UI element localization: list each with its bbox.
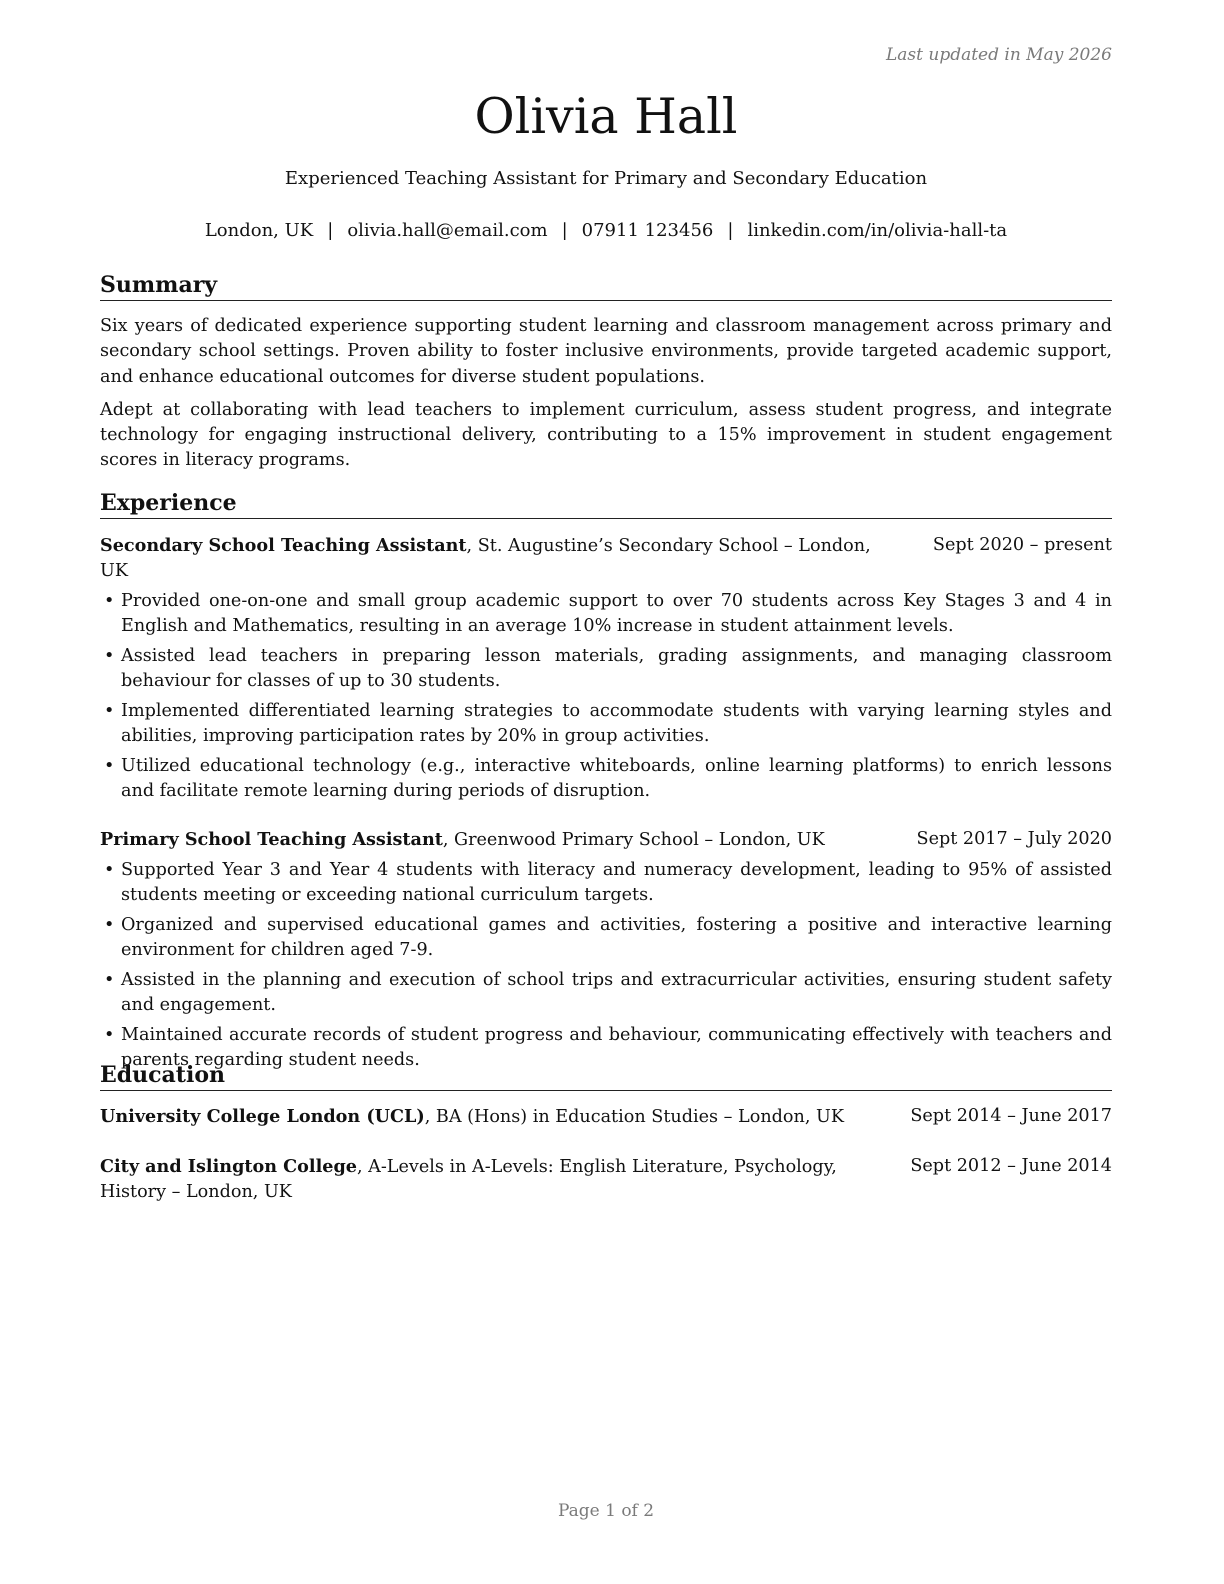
resume-page bbox=[100, 0, 1112, 1584]
education-dates: Sept 2014 – June 2017 bbox=[910, 1106, 1112, 1126]
section-title-experience: Experience bbox=[100, 488, 1112, 519]
job-header bbox=[100, 827, 1112, 853]
experience-section bbox=[100, 488, 1112, 1073]
list-item bbox=[100, 754, 1112, 804]
bullet-glyph: • bbox=[104, 756, 115, 776]
bullet-glyph: • bbox=[104, 646, 115, 666]
education-dates: Sept 2012 – June 2014 bbox=[910, 1156, 1112, 1176]
bullet-text: Utilized educational technology (e.g., interactive whiteboards, online learning platforms) to enrich lessons and facilitate remote learning during periods of disruption. bbox=[121, 756, 1112, 801]
list-item bbox=[100, 644, 1112, 694]
education-title-line bbox=[100, 1154, 880, 1205]
bullet-text: Assisted in the planning and execution of school trips and extracurricular activities, ensuring student safety and engagement. bbox=[121, 970, 1112, 1015]
job-title-line bbox=[100, 533, 903, 584]
bullet-glyph: • bbox=[104, 915, 115, 935]
tagline: Experienced Teaching Assistant for Primary and Secondary Education bbox=[284, 168, 928, 189]
contact-location: London, UK bbox=[204, 220, 314, 241]
bullet-text: Maintained accurate records of student progress and behaviour, communicating effectively with teachers and parents regarding student needs. bbox=[121, 1025, 1112, 1070]
list-item bbox=[100, 858, 1112, 908]
section-title-summary: Summary bbox=[100, 270, 1112, 301]
education-section bbox=[100, 1060, 1112, 1205]
bullet-glyph: • bbox=[104, 970, 115, 990]
education-entry bbox=[100, 1104, 1112, 1130]
bullet-glyph: • bbox=[104, 701, 115, 721]
job-header bbox=[100, 533, 1112, 584]
job-role: Primary School Teaching Assistant bbox=[100, 829, 443, 850]
list-item bbox=[100, 968, 1112, 1018]
job-entry bbox=[100, 533, 1112, 804]
job-bullets bbox=[100, 858, 1112, 1073]
job-dates: Sept 2020 – present bbox=[932, 535, 1112, 555]
bullet-text: Organized and supervised educational games and activities, fostering a positive and interactive learning environment for children aged 7-9. bbox=[121, 915, 1112, 960]
education-school: City and Islington College bbox=[100, 1156, 357, 1177]
last-updated: Last updated in May 2026 bbox=[885, 45, 1112, 65]
contact-separator: | bbox=[561, 220, 568, 241]
education-entry bbox=[100, 1154, 1112, 1205]
bullet-glyph: • bbox=[104, 860, 115, 880]
bullet-glyph: • bbox=[104, 1025, 115, 1045]
page-number: Page 1 of 2 bbox=[557, 1501, 655, 1521]
contact-email[interactable]: olivia.hall@email.com bbox=[347, 220, 548, 241]
education-title-line bbox=[100, 1104, 844, 1130]
list-item bbox=[100, 913, 1112, 963]
contact-line bbox=[100, 218, 1112, 244]
contact-separator: | bbox=[727, 220, 734, 241]
job-org: , Greenwood Primary School – London, UK bbox=[442, 830, 825, 850]
summary-paragraph: Adept at collaborating with lead teachers to implement curriculum, assess student progress, and integrate technology for engaging instructional delivery, contributing to a 15% improvement in student engagement scores in literacy programs. bbox=[100, 399, 1112, 471]
job-dates: Sept 2017 – July 2020 bbox=[916, 829, 1112, 849]
contact-separator: | bbox=[327, 220, 334, 241]
job-entry bbox=[100, 827, 1112, 1073]
list-item bbox=[100, 699, 1112, 749]
education-detail: , A-Levels in A-Levels: English Literature, Psychology, History – London, UK bbox=[100, 1157, 837, 1202]
bullet-text: Implemented differentiated learning strategies to accommodate students with varying learning styles and abilities, improving participation rates by 20% in group activities. bbox=[121, 701, 1112, 746]
bullet-text: Assisted lead teachers in preparing lesson materials, grading assignments, and managing classroom behaviour for classes of up to 30 students. bbox=[121, 646, 1112, 691]
summary-section bbox=[100, 270, 1112, 474]
bullet-text: Supported Year 3 and Year 4 students with literacy and numeracy development, leading to 95% of assisted students meeting or exceeding national curriculum targets. bbox=[121, 860, 1112, 905]
summary-paragraph: Six years of dedicated experience supporting student learning and classroom management across primary and secondary school settings. Proven ability to foster inclusive environments, provide targeted academic support, and enhance educational outcomes for diverse student populations. bbox=[100, 316, 1112, 387]
bullet-glyph: • bbox=[104, 591, 115, 611]
education-detail: , BA (Hons) in Education Studies – London, UK bbox=[424, 1107, 844, 1127]
list-item bbox=[100, 589, 1112, 639]
job-org: , St. Augustine’s Secondary School – London, UK bbox=[100, 536, 871, 581]
job-bullets bbox=[100, 589, 1112, 804]
section-title-education: Education bbox=[100, 1060, 1112, 1091]
bullet-text: Provided one-on-one and small group academic support to over 70 students across Key Stages 3 and 4 in English and Mathematics, resulting in an average 10% increase in student attainment levels. bbox=[121, 591, 1112, 636]
job-role: Secondary School Teaching Assistant bbox=[100, 535, 467, 556]
contact-linkedin[interactable]: linkedin.com/in/olivia-hall-ta bbox=[747, 220, 1008, 241]
job-title-line bbox=[100, 827, 825, 853]
contact-phone: 07911 123456 bbox=[581, 220, 714, 241]
candidate-name: Olivia Hall bbox=[474, 88, 738, 145]
education-school: University College London (UCL) bbox=[100, 1106, 425, 1127]
